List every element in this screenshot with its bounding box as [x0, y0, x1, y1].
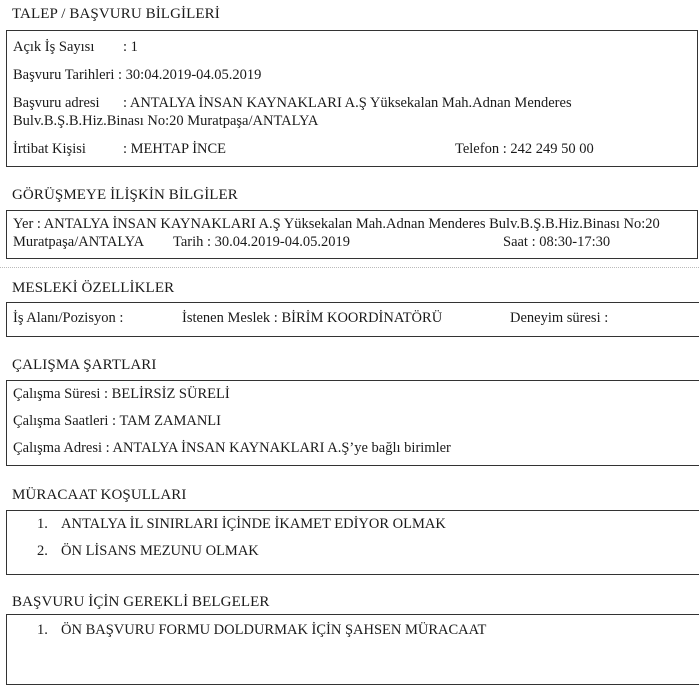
talep-box	[6, 30, 698, 167]
list-item	[37, 516, 446, 533]
section-title-gorusme: GÖRÜŞMEYE İLİŞKİN BİLGİLER	[12, 187, 238, 203]
tarih-value: : 30:04.2019-04.05.2019	[118, 67, 262, 83]
calisma-saatleri: Çalışma Saatleri : TAM ZAMANLI	[13, 413, 221, 429]
list-item-number: 2.	[37, 543, 48, 559]
yer-line2: Muratpaşa/ANTALYA	[13, 234, 145, 250]
istenen-meslek: İstenen Meslek : BİRİM KOORDİNATÖRÜ	[182, 310, 443, 326]
section-title-belgeler: BAŞVURU İÇİN GEREKLİ BELGELER	[12, 594, 270, 610]
tarih-label: Başvuru Tarihleri	[13, 67, 115, 83]
acik-is-label: Açık İş Sayısı	[13, 39, 95, 55]
calisma-suresi: Çalışma Süresi : BELİRSİZ SÜRELİ	[13, 386, 230, 402]
section-title-mesleki: MESLEKİ ÖZELLİKLER	[12, 280, 175, 296]
gorusme-tarih: Tarih : 30.04.2019-04.05.2019	[173, 234, 350, 250]
list-item-text: ANTALYA İL SINIRLARI İÇİNDE İKAMET EDİYOR OLMAK	[61, 516, 446, 532]
mesleki-box	[6, 302, 699, 337]
telefon: Telefon : 242 249 50 00	[455, 141, 594, 157]
gorusme-saat: Saat : 08:30-17:30	[503, 234, 611, 250]
belgeler-box	[6, 614, 699, 685]
section-title-calisma: ÇALIŞMA ŞARTLARI	[12, 357, 157, 373]
irtibat-label: İrtibat Kişisi	[13, 141, 86, 157]
adres-label: Başvuru adresi	[13, 95, 100, 111]
list-item-text: ÖN LİSANS MEZUNU OLMAK	[61, 543, 259, 559]
adres-value: : ANTALYA İNSAN KAYNAKLARI A.Ş Yüksekalan Mah.Adnan Menderes	[123, 95, 572, 111]
list-item-text: ÖN BAŞVURU FORMU DOLDURMAK İÇİN ŞAHSEN MÜRACAAT	[61, 622, 487, 638]
acik-is-sayisi-row	[13, 39, 138, 56]
section-title-muracaat: MÜRACAAT KOŞULLARI	[12, 487, 187, 503]
basvuru-tarihleri-row	[13, 67, 261, 84]
calisma-adresi: Çalışma Adresi : ANTALYA İNSAN KAYNAKLARI A.Ş’ye bağlı birimler	[13, 440, 451, 456]
muracaat-box	[6, 510, 699, 575]
basvuru-adresi-row	[13, 95, 572, 112]
list-item	[37, 543, 259, 560]
is-alani: İş Alanı/Pozisyon :	[13, 310, 124, 326]
section-title-talep: TALEP / BAŞVURU BİLGİLERİ	[12, 6, 220, 22]
calisma-box	[6, 380, 699, 466]
list-item-number: 1.	[37, 622, 48, 638]
irtibat-row	[13, 141, 226, 158]
list-item-number: 1.	[37, 516, 48, 532]
yer-line1: Yer : ANTALYA İNSAN KAYNAKLARI A.Ş Yüksekalan Mah.Adnan Menderes Bulv.B.Ş.B.Hiz.Binası No:20	[13, 216, 660, 232]
page-separator	[0, 267, 699, 268]
irtibat-value: : MEHTAP İNCE	[123, 141, 227, 157]
gorusme-box	[6, 210, 698, 259]
acik-is-value: : 1	[123, 39, 138, 55]
list-item	[37, 622, 486, 639]
adres-line2: Bulv.B.Ş.B.Hiz.Binası No:20 Muratpaşa/ANTALYA	[13, 113, 319, 129]
deneyim-suresi: Deneyim süresi :	[510, 310, 609, 326]
